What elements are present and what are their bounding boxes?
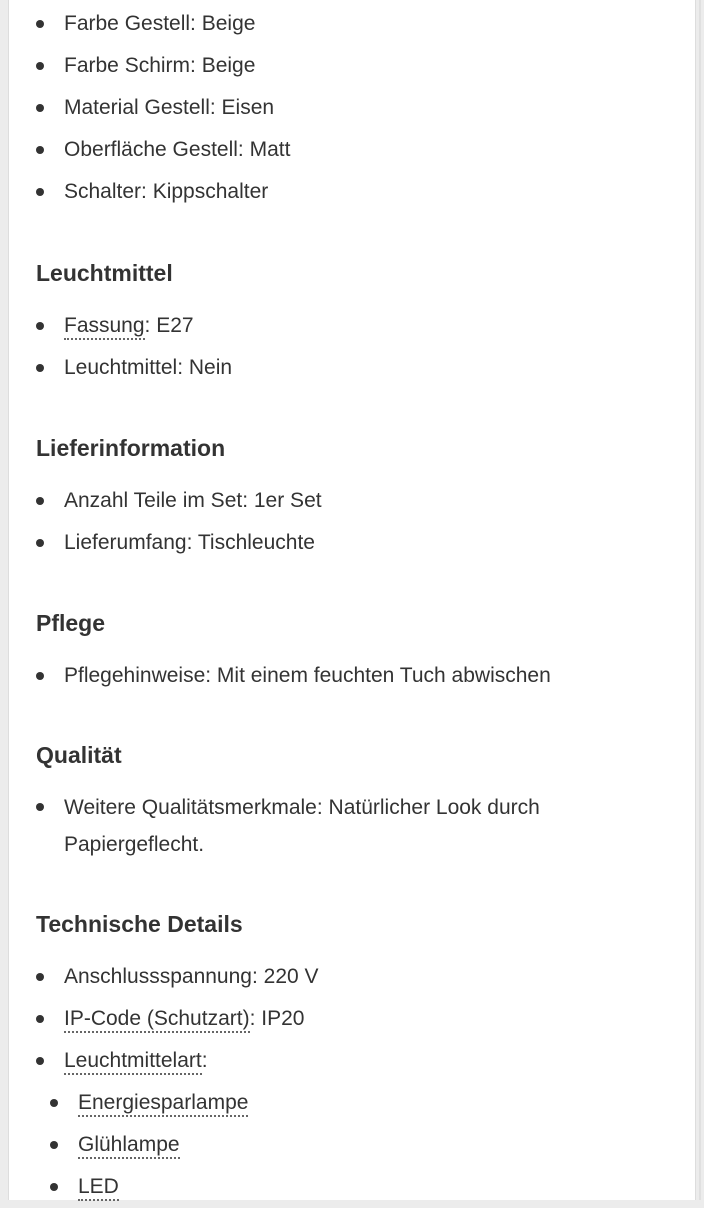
attribute-list [36, 305, 676, 389]
attribute-list [36, 787, 676, 865]
bullet-icon [36, 1015, 44, 1023]
section-ausstattung [36, 3, 676, 213]
sub-attribute-list [50, 1082, 676, 1208]
section-technische-details [36, 909, 676, 1208]
glossary-term-energiesparlampe[interactable]: Energiesparlampe [78, 1091, 248, 1117]
glossary-term-gluehlampe[interactable]: Glühlampe [78, 1133, 180, 1159]
product-details-panel [8, 0, 696, 1200]
bullet-icon [36, 539, 44, 547]
section-pflege [36, 608, 676, 697]
bullet-icon [36, 62, 44, 70]
bullet-icon [36, 20, 44, 28]
list-item [50, 1166, 676, 1208]
bullet-icon [50, 1099, 58, 1107]
attribute-list [36, 956, 676, 1082]
list-item: Pflegehinweise: Mit einem feuchten Tuch abwischen [36, 655, 676, 697]
bullet-icon [36, 322, 44, 330]
section-lieferinformation [36, 433, 676, 564]
list-item: Leuchtmittel: Nein [36, 347, 676, 389]
list-item [50, 1082, 676, 1124]
section-qualitaet [36, 740, 676, 865]
list-item: Schalter: Kippschalter [36, 171, 676, 213]
attribute-list [36, 655, 676, 697]
list-item: Oberfläche Gestell: Matt [36, 129, 676, 171]
bullet-icon [50, 1141, 58, 1149]
list-item: Material Gestell: Eisen [36, 87, 676, 129]
bullet-icon [36, 104, 44, 112]
list-item: Leuchtmittelart: [36, 1040, 676, 1082]
bullet-icon [36, 188, 44, 196]
bullet-icon [36, 364, 44, 372]
bullet-icon [36, 973, 44, 981]
bullet-icon [36, 497, 44, 505]
list-item: IP-Code (Schutzart): IP20 [36, 998, 676, 1040]
bullet-icon [36, 1057, 44, 1065]
list-item: Fassung: E27 [36, 305, 676, 347]
section-leuchtmittel [36, 258, 676, 389]
list-item [50, 1124, 676, 1166]
section-heading: Lieferinformation [36, 435, 226, 461]
list-item: Anzahl Teile im Set: 1er Set [36, 480, 676, 522]
section-heading: Leuchtmittel [36, 260, 173, 286]
bullet-icon [36, 672, 44, 680]
attribute-list [36, 480, 676, 564]
section-heading: Qualität [36, 742, 122, 768]
section-heading: Pflege [36, 610, 106, 636]
list-item: Weitere Qualitätsmerkmale: Natürlicher Look durch Papiergeflecht. [36, 787, 634, 865]
glossary-term-fassung[interactable]: Fassung [64, 314, 145, 340]
bullet-icon [36, 146, 44, 154]
glossary-term-ip-code[interactable]: IP-Code (Schutzart) [64, 1007, 250, 1033]
section-heading: Technische Details [36, 911, 243, 937]
scroll-indicator [699, 0, 701, 1200]
bullet-icon [50, 1183, 58, 1191]
list-item: Farbe Schirm: Beige [36, 45, 676, 87]
glossary-term-leuchtmittelart[interactable]: Leuchtmittelart [64, 1049, 202, 1075]
attribute-list [36, 3, 676, 213]
list-item: Lieferumfang: Tischleuchte [36, 522, 676, 564]
list-item: Farbe Gestell: Beige [36, 3, 676, 45]
glossary-term-led[interactable]: LED [78, 1175, 119, 1201]
list-item: Anschlussspannung: 220 V [36, 956, 676, 998]
bullet-icon [36, 803, 44, 811]
